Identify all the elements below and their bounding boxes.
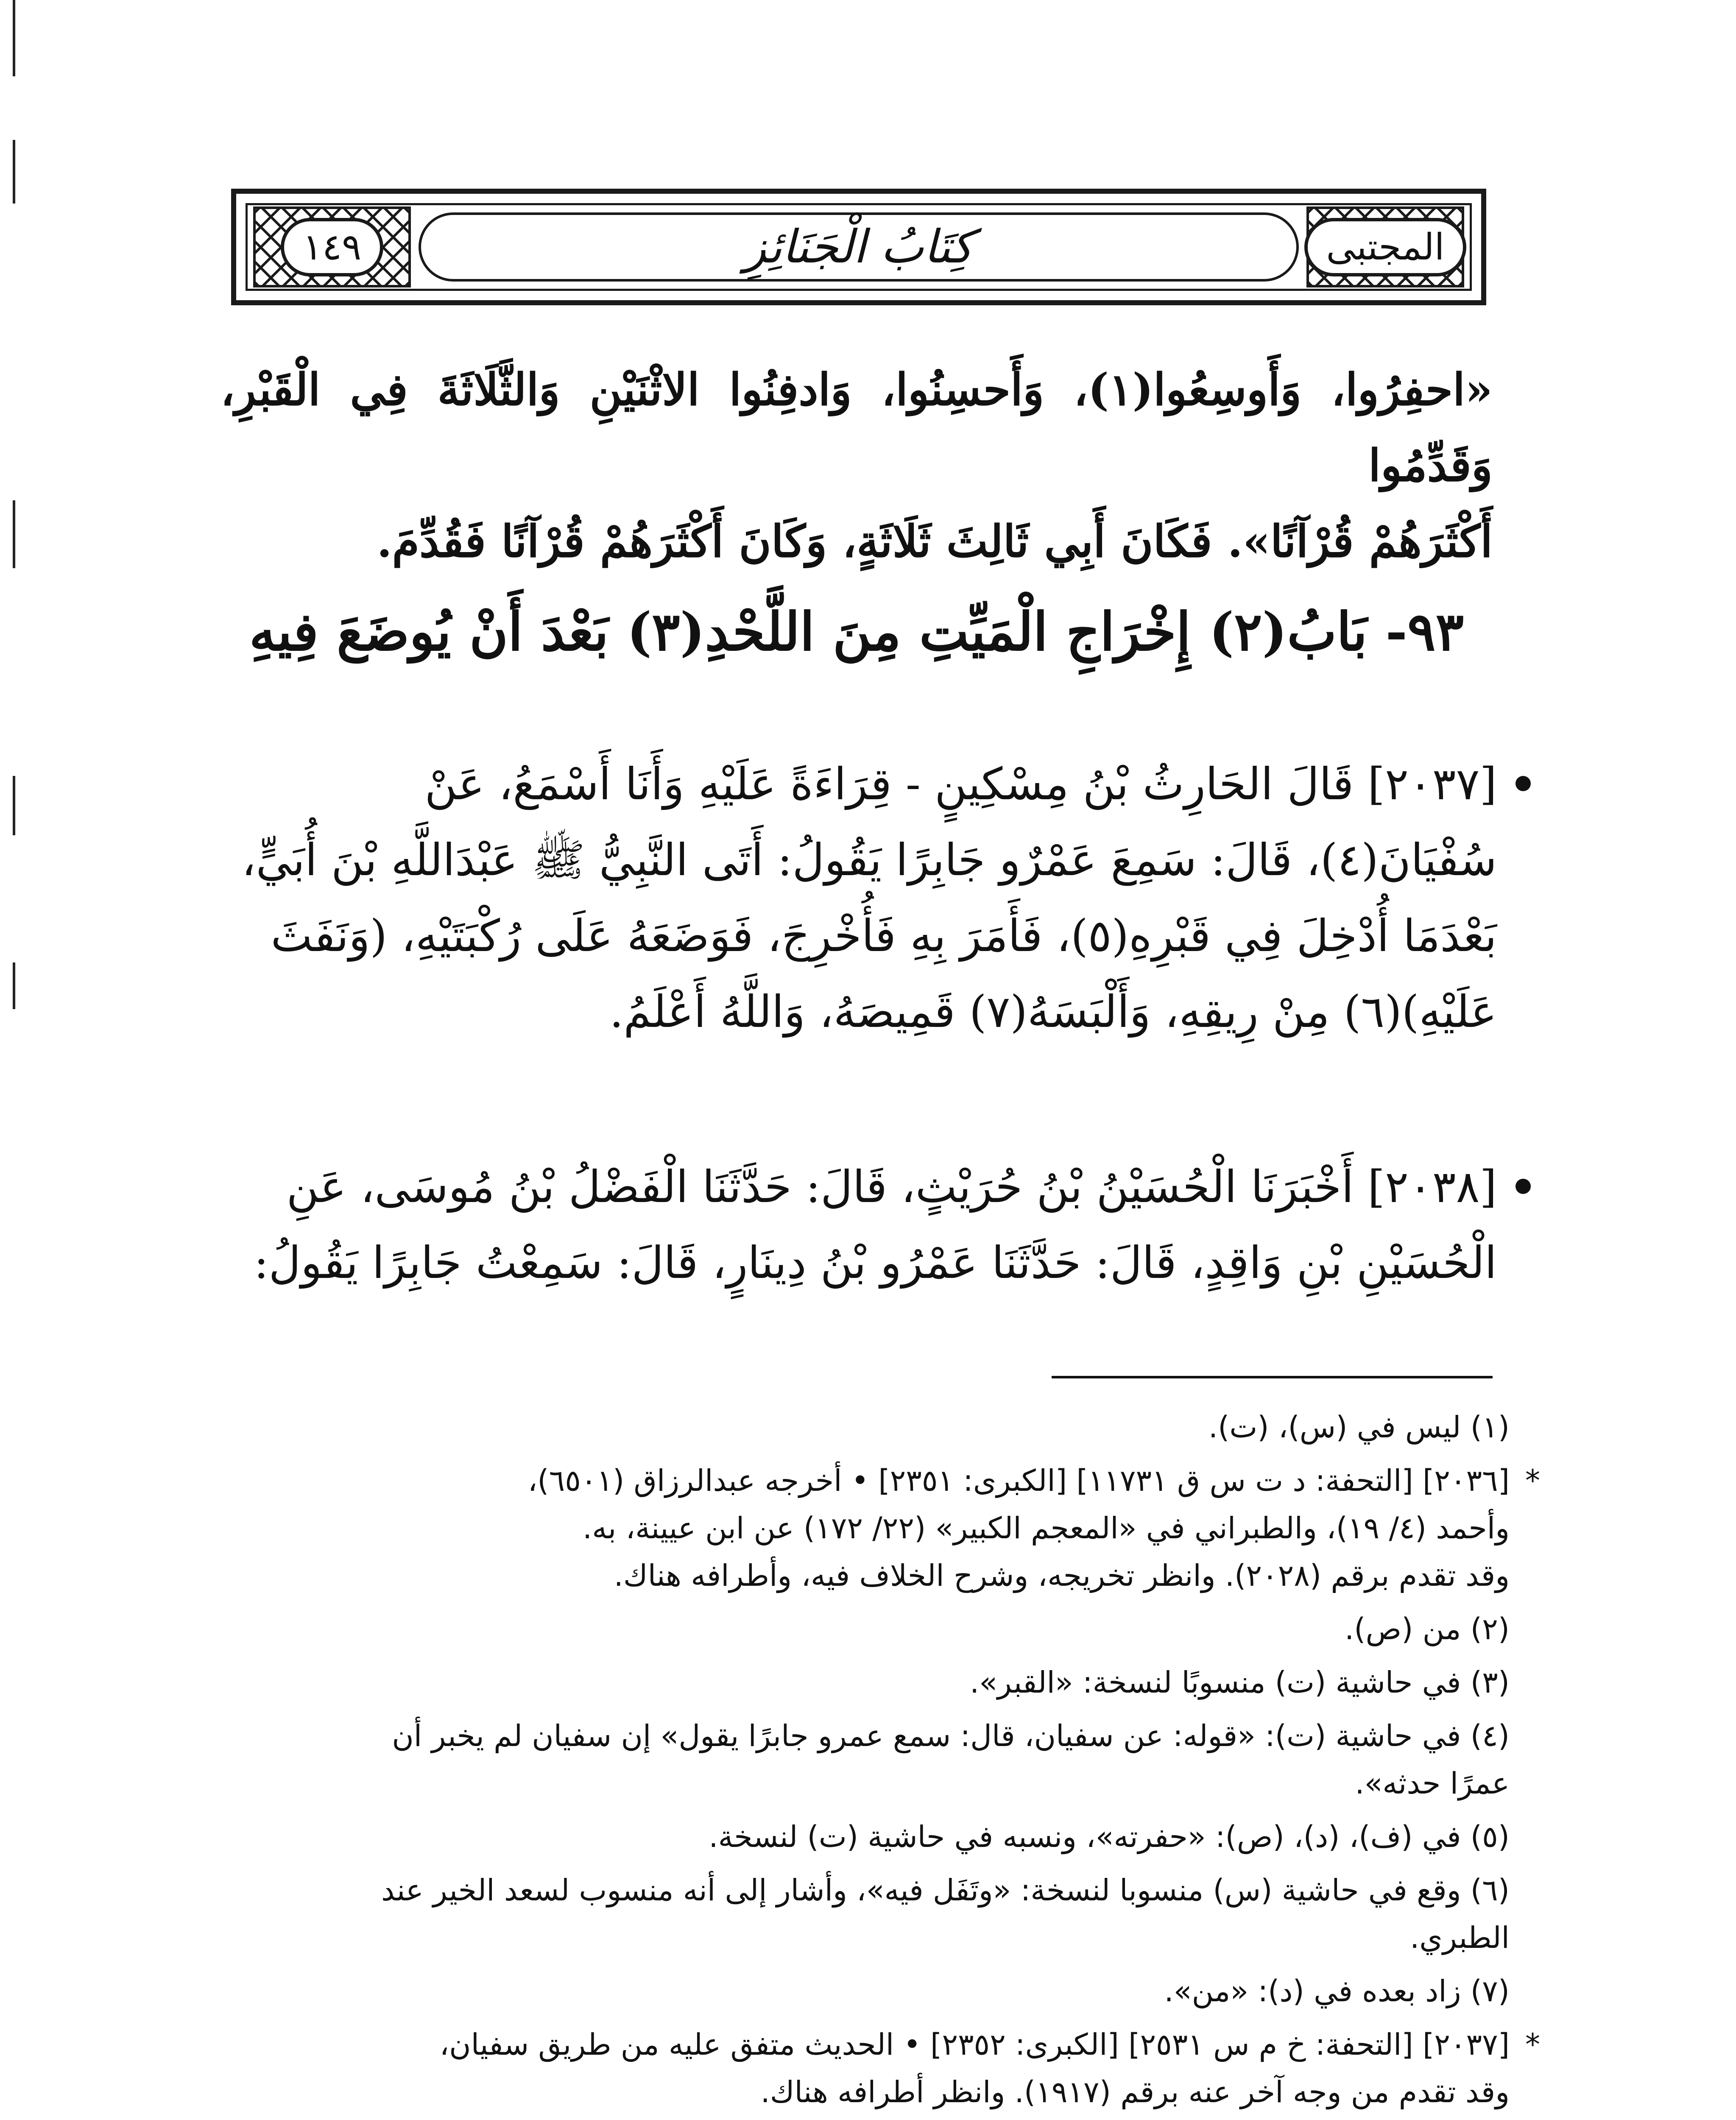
takhrij-2036 [220, 1457, 1540, 1599]
footnote-1: (١) ليس في (س)، (ت). [1208, 1410, 1510, 1445]
takhrij-2036-line-2: وأحمد (٤/ ١٩)، والطبراني في «المعجم الكبير» (٢٢/ ١٧٢) عن ابن عيينة، به. [583, 1511, 1510, 1545]
footnote-4 [220, 1712, 1510, 1807]
header-title-band [419, 212, 1299, 282]
footnote-4-line-2: عمرًا حدثه». [1355, 1766, 1510, 1801]
footnotes [220, 1403, 1540, 2120]
footnote-7: (٧) زاد بعده في (د): «من». [1164, 1974, 1510, 2008]
chapter-heading: ٩٣- بَابُ(٢) إِخْرَاجِ الْمَيِّتِ مِنَ اللَّحْدِ(٣) بَعْدَ أَنْ يُوضَعَ فِيهِ [249, 601, 1464, 663]
bullet-icon [1516, 1179, 1531, 1194]
hadith-2038-text: [٢٠٣٨] أَخْبَرَنَا الْحُسَيْنُ بْنُ حُرَيْثٍ، قَالَ: حَدَّثَنَا الْفَضْلُ بْنُ مُوسَى، عَنِ الْحُسَيْنِ بْنِ وَاقِدٍ، قَالَ: حَدَّثَنَا عَمْرُو بْنُ دِينَارٍ، قَالَ: سَمِعْتُ جَابِرًا يَقُولُ: [254, 1161, 1497, 1289]
footnote-4-line-1: (٤) في حاشية (ت): «قوله: عن سفيان، قال: سمع عمرو جابرًا يقول» إن سفيان لم يخبر أن [392, 1718, 1510, 1753]
footnote-6 [220, 1866, 1510, 1961]
footnote-5: (٥) في (ف)، (د)، (ص): «حفرته»، ونسبه في حاشية (ت) لنسخة. [709, 1819, 1510, 1854]
scan-edge-mark [13, 0, 15, 76]
takhrij-2037-line-1: [٢٠٣٧] [التحفة: خ م س ٢٥٣١] [الكبرى: ٢٣٥٢] • الحديث متفق عليه من طريق سفيان، [439, 2027, 1510, 2062]
book-title: كِتَابُ الْجَنَائِزِ [744, 220, 974, 273]
hadith-2037-text: [٢٠٣٧] قَالَ الحَارِثُ بْنُ مِسْكِينٍ - قِرَاءَةً عَلَيْهِ وَأَنَا أَسْمَعُ، عَنْ سُفْيَانَ(٤)، قَالَ: سَمِعَ عَمْرٌو جَابِرًا يَقُولُ: أَتَى النَّبِيُّ ﷺ عَبْدَاللَّهِ بْنَ أُبَيٍّ، بَعْدَمَا أُدْخِلَ فِي قَبْرِهِ(٥)، فَأَمَرَ بِهِ فَأُخْرِجَ، فَوَضَعَهُ عَلَى رُكْبَتَيْهِ، (وَنَفَثَ عَلَيْهِ)(٦) مِنْ رِيقِهِ، وَأَلْبَسَهُ(٧) قَمِيصَهُ، وَاللَّهُ أَعْلَمُ. [241, 758, 1497, 1038]
hadith-2037 [220, 746, 1497, 1050]
footnote-6-line-2: الطبري. [1410, 1920, 1510, 1955]
takhrij-2037 [220, 2021, 1540, 2116]
star-icon: * [1525, 1463, 1540, 1498]
hadith-2038 [220, 1149, 1497, 1301]
takhrij-2036-line-1: [٢٠٣٦] [التحفة: د ت س ق ١١٧٣١] [الكبرى: ٢٣٥١] • أخرجه عبدالرزاق (٦٥٠١)، [527, 1463, 1510, 1498]
takhrij-2037-line-2: وقد تقدم من وجه آخر عنه برقم (١٩١٧). وانظر أطرافه هناك. [760, 2075, 1510, 2109]
page-header [231, 189, 1486, 305]
scan-edge-mark [13, 776, 15, 835]
scan-edge-mark [13, 500, 15, 568]
page-number: ١٤٩ [281, 218, 384, 276]
footnote-divider [1052, 1376, 1493, 1378]
book-logo: المجتبى [1304, 218, 1467, 276]
scan-edge-mark [13, 962, 15, 1009]
star-icon: * [1525, 2027, 1540, 2062]
takhrij-2036-line-3: وقد تقدم برقم (٢٠٢٨). وانظر تخريجه، وشرح الخلاف فيه، وأطرافه هناك. [614, 1558, 1510, 1593]
bullet-icon [1516, 776, 1531, 791]
intro-line-1: «احفِرُوا، وَأَوسِعُوا(١)، وَأَحسِنُوا، وَادفِنُوا الاثْنَيْنِ وَالثَّلَاثَةَ فِي الْقَبْرِ، وَقَدِّمُوا [220, 363, 1493, 491]
footnote-6-line-1: (٦) وقع في حاشية (س) منسوبا لنسخة: «وتَفَل فيه»، وأشار إلى أنه منسوب لسعد الخير عند [381, 1873, 1510, 1908]
intro-line-2: أَكْثَرَهُمْ قُرْآنًا». فَكَانَ أَبِي ثَالِثَ ثَلَاثَةٍ، وَكَانَ أَكْثَرَهُمْ قُرْآنًا فَقُدِّمَ. [377, 515, 1493, 567]
scan-edge-mark [13, 140, 15, 204]
intro-text [220, 352, 1493, 580]
page-number-ornament [253, 206, 411, 287]
footnote-3: (٣) في حاشية (ت) منسوبًا لنسخة: «القبر». [969, 1665, 1510, 1700]
logo-ornament [1306, 206, 1464, 287]
footnote-2: (٢) من (ص). [1344, 1612, 1510, 1646]
